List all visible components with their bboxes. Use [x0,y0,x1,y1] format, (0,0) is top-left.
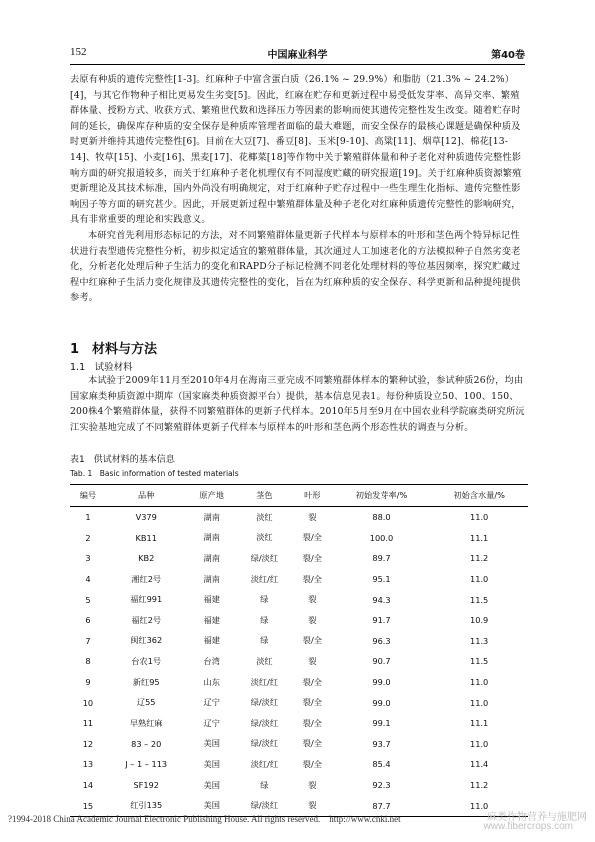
page-number: 152 [70,46,87,58]
table-row [70,734,528,755]
table-cell: 绿/淡红 [250,697,279,708]
col-header: 编号 [70,485,106,507]
table-cell: 90.7 [372,656,391,667]
table-cell: 6 [85,615,91,626]
table-cell: 11.0 [470,738,489,749]
table-cell: 11.1 [470,718,489,729]
col-header: 原产地 [187,485,237,507]
section-title: 1 材料与方法 [70,342,158,357]
table-row [70,672,528,693]
table-cell: 83 – 20 [131,738,162,749]
table-cell: 12 [82,738,94,749]
table-cell: 台湾 [203,655,220,666]
copyright-text: ?1994-2018 China Academic Journal Electronic Publishing House. All rights reserved. http://www.cnki.net [8,814,401,824]
table-cell: 绿/淡红 [237,795,292,816]
table-cell: 湘红2号 [131,573,162,584]
table-caption-en: Tab. 1 Basic information of tested materials [70,469,239,478]
table-cell: 新红95 [132,676,160,687]
table-cell: 11.2 [470,780,489,791]
table-cell: 11.0 [470,677,489,688]
table-cell: 93.7 [372,738,391,749]
table-cell: 美国 [203,738,220,749]
table-cell: 淡红/红 [250,676,279,687]
col-header: 初始含水量/% [430,485,528,507]
table-cell: 绿 [260,614,269,625]
table-cell: 湖南 [203,552,220,563]
table-cell: 1 [85,512,91,523]
materials-section [70,373,525,435]
table-row [70,775,528,796]
table-cell: 裂 [308,511,317,522]
table-cell: 11 [82,718,94,729]
watermark-url: www.fibercrops.com [483,821,573,832]
table-cell: 91.7 [372,615,391,626]
table-cell: 11.5 [470,594,489,605]
table-cell: 福建 [203,614,220,625]
table-cell: 绿/淡红 [250,552,279,563]
table-cell: 绿 [260,779,269,790]
table-cell: 3 [85,553,91,564]
table-header-row [70,485,528,507]
table-cell: 11.0 [470,512,489,523]
table-cell: 87.7 [333,795,431,816]
table-row [70,610,528,631]
table-row [70,548,528,569]
table-cell: 13 [82,759,94,770]
table-cell: 绿 [260,635,269,646]
table-cell: 裂/全 [302,717,322,728]
table-cell: 95.1 [372,574,391,585]
table-cell: 美国 [187,795,237,816]
table-cell: 11.5 [470,656,489,667]
table-cell: 5 [85,594,91,605]
table-cell: 红引135 [106,795,187,816]
table-cell: 福红2号 [131,614,162,625]
table-cell: 绿/淡红 [250,738,279,749]
intro-section [70,72,525,306]
materials-table [70,484,528,817]
table-row [70,589,528,610]
table-cell: 10 [82,697,94,708]
table-cell: 辽宁 [203,697,220,708]
table-cell: 11.0 [430,795,528,816]
table-cell: 99.0 [372,697,391,708]
table-cell: KB2 [138,553,155,564]
table-cell: 2 [85,532,91,543]
table-cell: 早熟红麻 [129,717,163,728]
table-cell: 4 [85,574,91,585]
table-cell: 裂/全 [302,697,322,708]
table-row [70,713,528,734]
table-cell: 11.1 [470,532,489,543]
table-cell: 辽55 [136,697,156,708]
table-cell: 89.7 [372,553,391,564]
table-row [70,692,528,713]
table-cell: 11.0 [470,574,489,585]
table-cell: 湖南 [203,511,220,522]
table-cell: 台农1号 [131,655,162,666]
table-cell: 100.0 [369,532,394,543]
col-header: 茎色 [237,485,292,507]
header-rule [70,64,525,65]
table-cell: 99.1 [372,718,391,729]
table-cell: 淡红 [256,532,273,543]
running-header [70,46,525,62]
table-cell: 99.0 [372,677,391,688]
table-cell: 裂/全 [302,573,322,584]
table-cell: 88.0 [372,512,391,523]
table-cell: 11.0 [470,697,489,708]
table-cell: 裂/全 [302,532,322,543]
table-cell: 裂/全 [302,552,322,563]
table-cell: 裂/全 [302,758,322,769]
table-cell: 11.4 [470,759,489,770]
table-cell: 裂 [308,614,317,625]
table-cell: 湖南 [203,573,220,584]
table-cell: 7 [85,635,91,646]
table-cell: 裂/全 [302,635,322,646]
table-cell: 福建 [203,635,220,646]
table-cell: 裂 [308,779,317,790]
table-cell: 淡红/红 [250,758,279,769]
table-cell: 裂/全 [302,738,322,749]
volume-label: 第40卷 [491,50,525,61]
intro-paragraph-2: 本研究首先利用形态标记的方法，对不同繁殖群体量更新子代样本与原样本的叶形和茎色两个特异标记性状进行表型遗传完整性分析，初步拟定适宜的繁殖群体量，其次通过人工加速老化的方法模拟种子自然劣变老化，分析老化处理后种子生活力的变化和RAPD分子标记检测不同老化处理材料的等位基因频率，探究贮藏过程中红麻种子生活力变化规律及其遗传完整性的变化，旨在为红麻种质的安全保存、科学更新和品种提纯提供参考。 [70,229,521,304]
table-cell: 85.4 [372,759,391,770]
table-cell: 裂 [308,655,317,666]
materials-paragraph: 本试验于2009年11月至2010年4月在海南三亚完成不同繁殖群体样本的繁种试验，参试种质26份，均由国家麻类种质资源中期库（国家麻类种质资源平台）提供，基本信息见表1。每份种质设立50、100、150、200株4个繁殖群体量，获得不同繁殖群体的更新子代样本。2010年5月至9月在中国农业科学院麻类研究所沅江实验基地完成了不同繁殖群体更新子代样本与原样本的叶形和茎色两个形态性状的调查与分析。 [70,375,525,433]
table-cell: 绿/淡红 [250,717,279,728]
subsection-title: 1.1 试验材料 [70,362,133,373]
table-cell: 10.9 [470,615,489,626]
table-cell: 福红991 [130,594,163,605]
table-caption-cn: 表1 供试材料的基本信息 [70,455,175,465]
table-cell: 绿 [260,594,269,605]
table-cell: 淡红/红 [250,573,279,584]
table-row [70,651,528,672]
table-cell: 11.3 [470,635,489,646]
table-cell: 福建 [203,594,220,605]
table-cell: SF192 [133,780,159,791]
table-cell: 92.3 [372,780,391,791]
table-cell: V379 [135,512,157,523]
table-row [70,507,528,528]
table-cell: 淡红 [256,511,273,522]
table-cell: 15 [70,795,106,816]
table-cell: 辽宁 [203,717,220,728]
table-cell: 11.2 [470,553,489,564]
table-cell: 湖南 [203,532,220,543]
table-cell: 94.3 [372,594,391,605]
col-header: 初始发芽率/% [333,485,431,507]
table-cell: 裂 [292,795,333,816]
table-cell: 裂 [308,594,317,605]
table-cell: 美国 [203,779,220,790]
table-cell: KB11 [135,532,157,543]
table-cell: 9 [85,677,91,688]
table-cell: 14 [82,780,94,791]
col-header: 品种 [106,485,187,507]
table-row [70,569,528,590]
intro-paragraph-1: 去原有种质的遗传完整性[1-3]。红麻种子中富含蛋白质（26.1% ~ 29.9%）和脂肪（21.3% ~ 24.2%）[4]，与其它作物种子相比更易发生劣变[5]。因此，红麻在贮存和更新过程中易受低发芽率、高异交率、繁殖群体量、授粉方式、收获方式、繁殖世代数和选择压力等因素的影响而使其遗传完整性发生改变。随着贮存时间的延长，确保库存种质的安全保存是种质库管理者面临的最大难题，而安全保存的最核心课题是确保种质及时更新并维持其遗传完整性[6]。目前在大豆[7]、番豆[8]、玉米[9-10]、高粱[11]、烟草[12]、棉花[13-14]、牧草[15]、小麦[16]、黑麦[17]、花椰菜[18]等作物中关于繁殖群体量和种子老化对种质遗传完整性影响方面的研究报道较多，而关于红麻种子老化机理仅有不同湿度贮藏的研究报道[19]。关于红麻种质资源繁殖更新理论及其技术标准，国内外尚没有明确规定，对于红麻种子贮存过程中一些生理生化指标、遗传完整性影响因子等方面的研究甚少。因此，开展更新过程中繁殖群体量及种子老化对红麻种质遗传完整性的影响研究，具有非常重要的理论和实践意义。 [70,74,522,226]
journal-title: 中国麻业科学 [267,50,328,61]
table-row [70,754,528,775]
table-cell: 淡红 [256,655,273,666]
table-row [70,631,528,652]
table-cell: 闽红362 [130,635,163,646]
table-cell: J – 1 – 113 [125,759,168,770]
table-row [70,528,528,549]
col-header: 叶形 [292,485,333,507]
table-cell: 96.3 [372,635,391,646]
table-cell: 美国 [203,758,220,769]
table-cell: 8 [85,656,91,667]
table-cell: 裂/全 [302,676,322,687]
watermark-text: 麻类作物营养与施肥网 [487,812,587,823]
table-cell: 山东 [203,676,220,687]
